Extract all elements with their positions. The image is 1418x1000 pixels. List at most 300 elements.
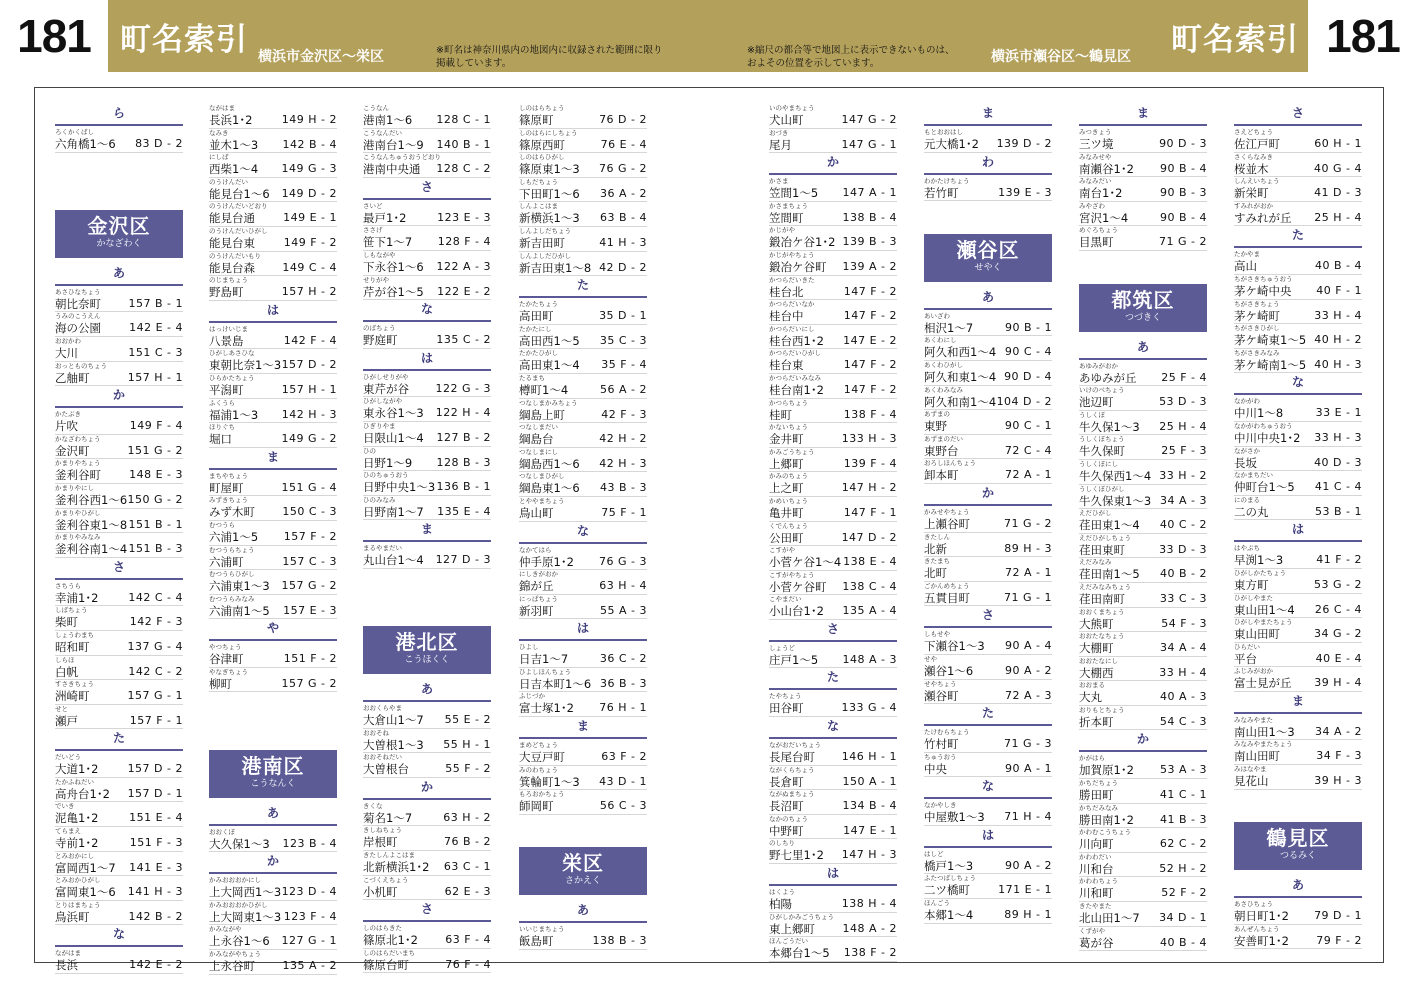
index-entry [209, 129, 337, 154]
entry-name: 新栄町 [1234, 186, 1269, 201]
entry-name: 瀬谷1～6 [924, 663, 974, 678]
index-entry [924, 874, 1052, 899]
entry-map-ref: 147 H - 2 [841, 481, 897, 495]
index-entry [363, 422, 491, 447]
index-entry [924, 533, 1052, 558]
entry-name: 朝比奈町 [55, 296, 101, 311]
index-entry [363, 202, 491, 227]
entry-name: 乙舳町 [55, 370, 90, 385]
index-entry [769, 790, 897, 815]
index-entry [769, 374, 897, 399]
entry-map-ref: 40 C - 2 [1159, 518, 1207, 532]
entry-name: 金沢町 [55, 443, 90, 458]
index-entry [519, 668, 647, 693]
entry-name: 小机町 [363, 884, 398, 899]
entry-reading: とややまちょう [519, 496, 565, 505]
entry-name: 新羽町 [519, 603, 554, 618]
entry-name: 岸根町 [363, 835, 398, 850]
entry-name: みず木町 [209, 505, 255, 520]
entry-reading: こづくえちょう [363, 875, 409, 884]
entry-reading: さちうら [55, 581, 81, 590]
entry-name: 大棚西 [1079, 665, 1114, 680]
entry-map-ref: 63 H - 4 [599, 579, 647, 593]
entry-reading: むつうらちょう [209, 545, 255, 554]
index-entry [209, 374, 337, 399]
entry-reading: めぐろちょう [1079, 226, 1118, 235]
entry-reading: なかやしき [924, 801, 957, 810]
entry-reading: みなみやまた [1234, 715, 1273, 724]
entry-reading: かつらだいひがし [769, 349, 821, 358]
entry-reading: しのはらちょう [519, 104, 565, 112]
entry-reading: あさひちょう [1234, 900, 1273, 909]
index-entry [1234, 349, 1362, 374]
entry-map-ref: 42 H - 3 [599, 456, 647, 470]
entry-reading: あさひなちょう [55, 287, 101, 296]
entry-reading: ふくうら [209, 398, 235, 407]
entry-name: 鍛冶ケ谷1･2 [769, 235, 836, 250]
entry-reading: のうけんだいひがし [209, 226, 268, 235]
index-entry [519, 202, 647, 227]
entry-reading: みのわちょう [519, 765, 558, 774]
index-entry [1234, 177, 1362, 202]
entry-map-ref: 138 H - 4 [841, 897, 897, 911]
entry-name: 六浦東1～3 [209, 579, 270, 594]
entry-name: 早渕1～3 [1234, 553, 1284, 568]
index-entry [519, 325, 647, 350]
index-entry [924, 459, 1052, 484]
entry-name: 大曽根台 [363, 762, 409, 777]
index-entry [363, 129, 491, 154]
kana-section-header: ま [1234, 692, 1362, 716]
entry-reading: ひのみなみ [363, 495, 396, 504]
entry-reading: かわわだい [1079, 852, 1112, 861]
entry-reading: にっぱちょう [519, 594, 558, 603]
entry-name: 箕輪町1～3 [519, 774, 580, 789]
index-entry [209, 950, 337, 975]
entry-reading: しのはらひがし [519, 153, 565, 162]
entry-name: 釜利谷東1～8 [55, 517, 128, 532]
index-entry [924, 410, 1052, 435]
entry-map-ref: 139 F - 4 [843, 456, 897, 470]
entry-reading: しょうど [769, 643, 795, 652]
index-entry [55, 288, 183, 313]
entry-map-ref: 76 D - 2 [599, 113, 647, 126]
entry-map-ref: 139 A - 2 [842, 259, 897, 273]
entry-reading: あんぜんちょう [1234, 924, 1280, 933]
entry-name: 師岡町 [519, 799, 554, 814]
entry-reading: ひぎりやま [363, 421, 396, 430]
index-entry [519, 925, 647, 950]
entry-name: 長浜 [55, 958, 78, 973]
kana-section-header: あ [519, 901, 647, 925]
entry-reading: みはなやま [1234, 765, 1267, 774]
entry-map-ref: 147 F - 2 [843, 358, 897, 372]
index-entry [363, 924, 491, 949]
index-entry [1079, 558, 1207, 583]
spacer [1234, 790, 1362, 815]
kana-section-header: さ [924, 606, 1052, 630]
entry-name: 公田町 [769, 530, 804, 545]
entry-name: 能見台森 [209, 260, 255, 275]
entry-map-ref: 142 F - 4 [283, 333, 337, 347]
entry-reading: かつらだいにし [769, 324, 815, 333]
entry-reading: かさまちょう [769, 201, 808, 210]
index-entry [209, 178, 337, 203]
kana-section-header: た [924, 704, 1052, 728]
entry-reading: せと [55, 704, 68, 713]
ward-name: 港北区 [395, 630, 459, 655]
index-entry [924, 850, 1052, 875]
index-column-1 [55, 104, 183, 974]
entry-map-ref: 127 B - 2 [436, 430, 491, 444]
entry-name: 柳町 [209, 676, 232, 691]
entry-name: 平台 [1234, 651, 1257, 666]
entry-name: 折本町 [1079, 714, 1114, 729]
index-entry [1234, 716, 1362, 741]
entry-map-ref: 71 G - 2 [1004, 516, 1052, 530]
entry-name: 佐江戸町 [1234, 137, 1280, 151]
entry-reading: ながはま [55, 949, 81, 958]
entry-name: 川和台 [1079, 861, 1114, 876]
entry-map-ref: 41 C - 1 [1159, 788, 1207, 802]
entry-name: 寺前1･2 [55, 836, 99, 851]
entry-name: 大熊町 [1079, 616, 1114, 631]
index-entry [924, 508, 1052, 533]
entry-map-ref: 151 E - 4 [129, 811, 183, 825]
entry-name: 日限山1～4 [363, 430, 424, 445]
entry-reading: むつうらみなみ [209, 594, 255, 603]
entry-reading: てらまえ [55, 827, 81, 836]
index-entry [1079, 632, 1207, 657]
entry-map-ref: 76 E - 4 [600, 137, 647, 151]
index-entry [769, 399, 897, 424]
entry-name: 安善町1･2 [1234, 933, 1289, 948]
entry-reading: さくらなみき [1234, 152, 1273, 161]
entry-name: 芹が谷1～5 [363, 284, 424, 299]
entry-map-ref: 53 G - 2 [1314, 577, 1362, 591]
entry-reading: かたぶき [55, 410, 81, 419]
right-header-title: 町名索引 [1171, 22, 1299, 58]
entry-reading: むつうらひがし [209, 570, 255, 579]
entry-name: 東山田1～4 [1234, 602, 1295, 617]
entry-name: 六角橋1～6 [55, 137, 116, 151]
left-header-band [108, 0, 709, 72]
kana-section-header: わ [924, 153, 1052, 177]
entry-reading: すさきちょう [55, 680, 94, 689]
kana-section-header: は [209, 301, 337, 325]
index-entry [363, 153, 491, 178]
spacer [55, 153, 183, 178]
index-entry [1079, 177, 1207, 202]
entry-map-ref: 42 D - 2 [599, 260, 647, 274]
entry-map-ref: 40 E - 4 [1315, 651, 1362, 665]
index-entry [1234, 594, 1362, 619]
spacer [1079, 251, 1207, 276]
entry-reading: おおそねだい [363, 753, 402, 762]
entry-reading: えだみなみ [1079, 558, 1112, 567]
entry-name: 小菅ケ谷1～4 [769, 555, 842, 570]
left-header-note: ※町名は神奈川県内の地図内に収録された範囲に限り 掲載しています。 [436, 45, 663, 69]
entry-map-ref: 142 B - 4 [282, 137, 337, 151]
entry-map-ref: 41 F - 2 [1316, 553, 1362, 567]
entry-map-ref: 135 E - 4 [437, 504, 491, 518]
entry-reading: しのはらきた [363, 924, 402, 933]
kana-section-header: ま [1079, 104, 1207, 128]
entry-name: 長浜1･2 [209, 113, 253, 127]
entry-map-ref: 33 C - 3 [1159, 591, 1207, 605]
spacer [209, 692, 337, 717]
entry-reading: えだひがし [1079, 509, 1112, 518]
index-entry [363, 324, 491, 349]
entry-reading: しんよこはま [519, 202, 558, 211]
entry-name: 高田町 [519, 309, 554, 324]
entry-map-ref: 136 B - 1 [436, 480, 491, 494]
index-entry [1234, 422, 1362, 447]
index-entry [769, 522, 897, 547]
entry-name: 並木1～3 [209, 137, 259, 152]
index-entry [1234, 643, 1362, 668]
entry-map-ref: 34 A - 2 [1315, 724, 1362, 738]
entry-name: 柏陽 [769, 897, 792, 912]
index-entry [519, 153, 647, 178]
kana-section-header: や [209, 619, 337, 643]
entry-reading: ちゅうおう [924, 752, 957, 761]
index-entry [769, 888, 897, 913]
entry-reading: おおたなにし [1079, 656, 1118, 665]
index-entry [1234, 496, 1362, 521]
entry-name: 最戸1･2 [363, 210, 407, 225]
entry-map-ref: 55 H - 1 [443, 737, 491, 751]
entry-reading: ながさか [1234, 446, 1260, 455]
index-entry [209, 496, 337, 521]
entry-name: 海の公園 [55, 321, 101, 336]
kana-section-header: か [1079, 730, 1207, 754]
entry-map-ref: 151 F - 2 [283, 652, 337, 666]
entry-reading: かちだちょう [1079, 779, 1118, 788]
entry-reading: むつうら [209, 520, 235, 529]
spacer [55, 177, 183, 202]
entry-name: すみれが丘 [1234, 210, 1292, 225]
entry-map-ref: 157 D - 2 [127, 762, 183, 776]
entry-name: 中央 [924, 761, 947, 776]
entry-map-ref: 157 B - 1 [128, 296, 183, 310]
entry-map-ref: 122 E - 2 [437, 284, 491, 298]
entry-name: 池辺町 [1079, 395, 1114, 410]
entry-map-ref: 151 G - 4 [281, 480, 337, 494]
entry-name: 富岡西1～7 [55, 860, 116, 875]
entry-name: 綱島台 [519, 432, 554, 447]
index-entry [1079, 153, 1207, 178]
entry-map-ref: 123 F - 4 [283, 909, 337, 923]
entry-name: 東山田町 [1234, 627, 1280, 642]
index-entry [363, 276, 491, 301]
entry-map-ref: 25 H - 4 [1314, 210, 1362, 224]
entry-reading: みなみだい [1079, 177, 1112, 186]
entry-name: 笠間1～5 [769, 186, 819, 201]
entry-reading: にしば [209, 153, 229, 162]
entry-name: 川和町 [1079, 886, 1114, 901]
entry-name: 東野台 [924, 443, 959, 458]
index-entry [769, 497, 897, 522]
index-entry [55, 656, 183, 681]
entry-name: 上郷町 [769, 456, 804, 471]
entry-name: 二ツ橋町 [924, 883, 970, 898]
index-entry [519, 374, 647, 399]
entry-reading: かちだみなみ [1079, 803, 1118, 812]
ward-reading: かなざわく [96, 238, 142, 249]
entry-name: 新吉田町 [519, 235, 565, 250]
entry-reading: しのはらだいまち [363, 948, 415, 957]
entry-reading: つなしまひがし [519, 472, 565, 481]
entry-name: 犬山町 [769, 113, 804, 127]
index-entry [55, 778, 183, 803]
index-entry [769, 104, 897, 129]
entry-map-ref: 40 B - 2 [1159, 567, 1207, 581]
index-entry [363, 802, 491, 827]
entry-reading: せやちょう [924, 679, 957, 688]
ward-name: 都筑区 [1111, 287, 1175, 312]
entry-name: 富岡東1～6 [55, 885, 116, 900]
entry-name: 日吉1～7 [519, 652, 569, 667]
index-entry [769, 472, 897, 497]
entry-reading: きたやまた [1079, 902, 1112, 911]
index-entry [769, 177, 897, 202]
index-entry [1234, 618, 1362, 643]
right-page-number: 181 [1308, 0, 1418, 72]
kana-section-header: な [363, 300, 491, 324]
entry-reading: あくわひがし [924, 360, 963, 369]
entry-reading: くでんちょう [769, 521, 808, 530]
entry-map-ref: 148 E - 3 [129, 468, 183, 482]
entry-reading: かまりやひがし [55, 508, 101, 517]
index-entry [209, 828, 337, 853]
kana-section-header: あ [209, 804, 337, 828]
entry-reading: ひがしやまたちょう [1234, 618, 1293, 627]
index-entry [363, 373, 491, 398]
index-entry [519, 472, 647, 497]
entry-map-ref: 90 A - 4 [1005, 639, 1052, 653]
entry-reading: きたしん [924, 532, 950, 541]
entry-map-ref: 157 F - 1 [129, 713, 183, 727]
entry-map-ref: 142 F - 3 [129, 615, 183, 629]
index-entry [363, 496, 491, 521]
index-entry [1079, 509, 1207, 534]
entry-name: 六浦南1～5 [209, 603, 270, 618]
index-entry [209, 423, 337, 448]
ward-reading: さかえく [564, 876, 601, 887]
entry-reading: ながおだいちょう [769, 741, 821, 750]
entry-reading: みつきょう [1079, 128, 1112, 136]
index-entry [1234, 569, 1362, 594]
index-column-5 [769, 104, 897, 962]
entry-map-ref: 147 E - 2 [843, 333, 897, 347]
entry-map-ref: 52 H - 2 [1159, 861, 1207, 875]
index-entry [519, 741, 647, 766]
entry-map-ref: 127 D - 3 [435, 553, 491, 567]
entry-name: 能見台1～6 [209, 186, 270, 201]
entry-map-ref: 139 B - 3 [842, 235, 897, 249]
entry-map-ref: 79 D - 1 [1314, 909, 1362, 923]
entry-reading: にしきがおか [519, 570, 558, 579]
entry-reading: ほりぐち [209, 423, 235, 432]
index-entry [1079, 362, 1207, 387]
index-entry [519, 643, 647, 668]
entry-map-ref: 40 D - 3 [1314, 455, 1362, 469]
entry-reading: かじがやちょう [769, 250, 815, 259]
entry-map-ref: 148 A - 3 [842, 652, 897, 666]
entry-reading: ふじみがおか [1234, 667, 1273, 676]
index-entry [55, 606, 183, 631]
entry-map-ref: 137 G - 4 [127, 639, 183, 653]
entry-name: 田谷町 [769, 701, 804, 716]
entry-name: 小菅ケ谷町 [769, 579, 827, 594]
entry-map-ref: 135 A - 4 [842, 604, 897, 618]
entry-name: 新横浜1～3 [519, 211, 580, 226]
entry-reading: かないちょう [769, 423, 808, 432]
entry-name: 野庭町 [363, 333, 398, 348]
entry-reading: おおくらやま [363, 704, 402, 713]
entry-name: 桜並木 [1234, 161, 1269, 176]
entry-reading: しもせや [924, 630, 950, 639]
index-entry [1079, 583, 1207, 608]
entry-reading: かみせやちょう [924, 507, 970, 516]
entry-name: 能見台通 [209, 211, 255, 226]
entry-reading: こうなんだい [363, 128, 402, 137]
index-entry [363, 704, 491, 729]
entry-map-ref: 36 C - 2 [599, 652, 647, 666]
entry-name: 八景島 [209, 333, 244, 348]
kana-section-header: か [769, 153, 897, 177]
index-entry [924, 801, 1052, 826]
entry-reading: なかのちょう [769, 814, 808, 823]
entry-reading: つなしまかみちょう [519, 398, 578, 407]
entry-reading: たかたひがし [519, 349, 558, 358]
entry-map-ref: 149 D - 2 [281, 186, 337, 200]
entry-map-ref: 147 F - 2 [843, 284, 897, 298]
index-entry [363, 251, 491, 276]
entry-name: 樽町1～4 [519, 382, 569, 397]
ward-reading: こうなんく [250, 778, 296, 789]
index-entry [1079, 226, 1207, 251]
entry-map-ref: 63 F - 2 [601, 750, 647, 764]
index-entry [924, 128, 1052, 153]
entry-map-ref: 149 E - 1 [283, 211, 337, 225]
entry-map-ref: 128 B - 3 [436, 455, 491, 469]
entry-reading: かめいちょう [769, 496, 808, 505]
entry-map-ref: 75 F - 1 [601, 505, 647, 519]
entry-map-ref: 52 F - 2 [1161, 886, 1207, 900]
ward-name: 金沢区 [87, 213, 151, 238]
entry-name: 桂町 [769, 407, 792, 422]
entry-reading: まめどちょう [519, 741, 558, 750]
entry-name: 北新 [924, 541, 947, 556]
entry-reading: こすがや [769, 546, 795, 555]
entry-name: 釜利谷西1～6 [55, 492, 128, 507]
entry-map-ref: 122 G - 3 [435, 381, 491, 395]
index-entry [55, 362, 183, 387]
entry-map-ref: 33 D - 3 [1159, 542, 1207, 556]
kana-section-header: な [924, 777, 1052, 801]
kana-section-header: あ [55, 264, 183, 288]
entry-name: 阿久和東1～4 [924, 369, 997, 384]
entry-name: 北町 [924, 566, 947, 581]
ward-heading [363, 626, 491, 674]
entry-reading: かみながやちょう [209, 950, 261, 959]
entry-name: 小山台1･2 [769, 604, 824, 619]
entry-name: 朝日町1･2 [1234, 909, 1289, 924]
index-entry [1079, 411, 1207, 436]
entry-name: 阿久和南1～4 [924, 394, 997, 409]
